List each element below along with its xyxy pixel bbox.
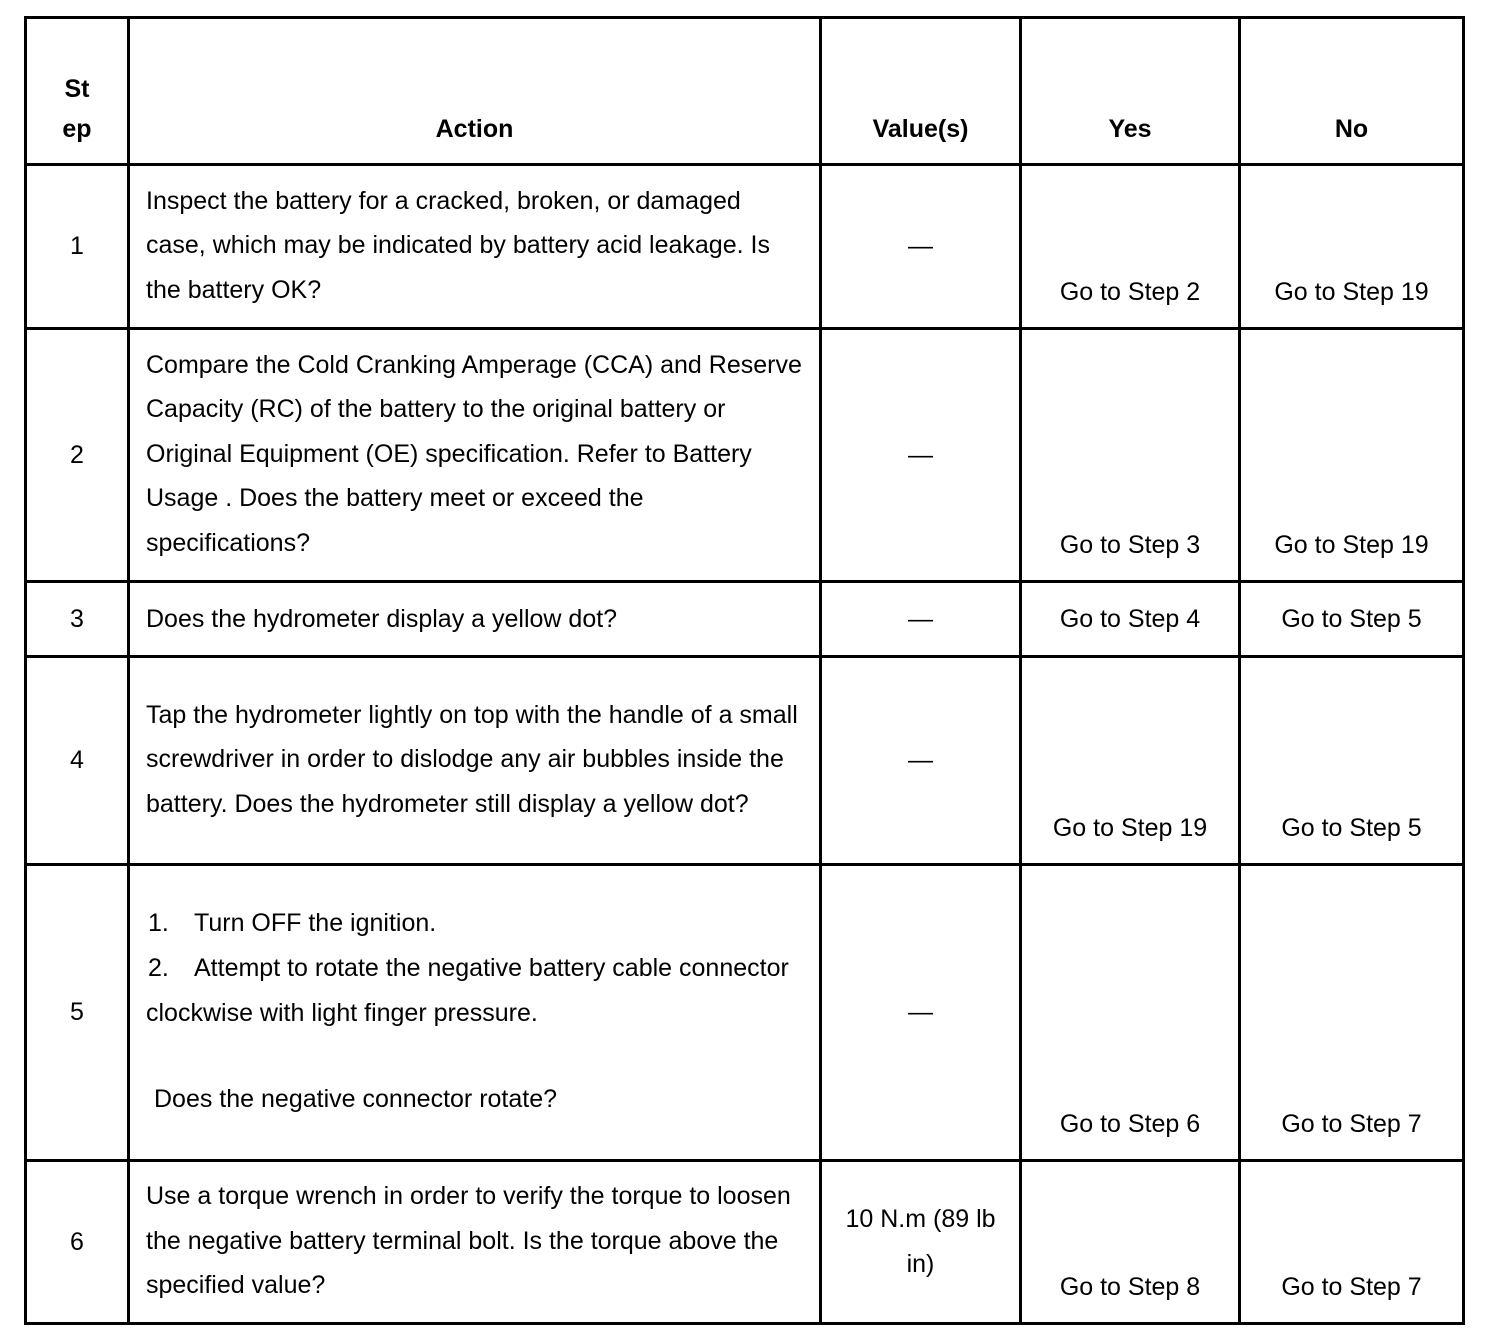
yes-result-text: Go to Step 19	[1052, 814, 1208, 843]
header-values: Value(s)	[821, 18, 1021, 165]
action-list-item	[146, 901, 803, 946]
value-text: —	[821, 657, 1021, 865]
no-result-text: Go to Step 19	[1274, 531, 1429, 560]
action-question: Does the negative connector rotate?	[154, 1085, 558, 1114]
table-row	[26, 582, 1464, 657]
header-step: St ep	[26, 18, 129, 165]
table-row	[26, 1161, 1464, 1324]
diagnostic-table	[24, 16, 1465, 1325]
value-text	[821, 1161, 1021, 1324]
no-result: Go to Step 5	[1240, 582, 1464, 657]
yes-result: Go to Step 4	[1021, 582, 1240, 657]
value-text: —	[821, 865, 1021, 1161]
yes-result: Go to Step 8	[1021, 1161, 1240, 1324]
action-text: Compare the Cold Cranking Amperage (CCA) and Reserve Capacity (RC) of the battery to the original battery or Original Equipment (OE) specification. Refer to Battery Usage . Does the battery meet or exceed the specifications?	[129, 329, 821, 582]
header-yes: Yes	[1021, 18, 1240, 165]
value-text: —	[821, 165, 1021, 329]
action-text: Tap the hydrometer lightly on top with the handle of a small screwdriver in order to dislodge any air bubbles inside the battery. Does the hydrometer still display a yellow dot?	[129, 657, 821, 865]
header-row	[26, 18, 1464, 165]
table-row	[26, 657, 1464, 865]
step-number: 4	[26, 657, 129, 865]
step-number: 1	[26, 165, 129, 329]
step-number: 5	[26, 865, 129, 1161]
header-no: No	[1240, 18, 1464, 165]
step-number: 2	[26, 329, 129, 582]
no-result: Go to Step 7	[1240, 1161, 1464, 1324]
list-number: 2.	[148, 953, 169, 982]
action-text: Use a torque wrench in order to verify the torque to loosen the negative battery terminal bolt. Is the torque above the specified value?	[129, 1161, 821, 1324]
table-row	[26, 865, 1464, 1161]
no-result: Go to Step 5	[1240, 657, 1464, 865]
value-text: —	[821, 582, 1021, 657]
value-text: —	[821, 329, 1021, 582]
no-result	[1240, 165, 1464, 329]
action-list	[129, 865, 821, 1161]
no-result: Go to Step 7	[1240, 865, 1464, 1161]
step-number: 6	[26, 1161, 129, 1324]
action-text: Does the hydrometer display a yellow dot?	[129, 582, 821, 657]
header-action: Action	[129, 18, 821, 165]
yes-result: Go to Step 6	[1021, 865, 1240, 1161]
yes-result: Go to Step 2	[1021, 165, 1240, 329]
list-text: Attempt to rotate the negative battery cable connector clockwise with light finger pressure.	[146, 953, 789, 1027]
yes-result: Go to Step 3	[1021, 329, 1240, 582]
action-text: Inspect the battery for a cracked, broken, or damaged case, which may be indicated by battery acid leakage. Is the battery OK?	[129, 165, 821, 329]
table-row	[26, 165, 1464, 329]
value-text-content: 10 N.m (89 lb in)	[845, 1205, 996, 1278]
list-number: 1.	[148, 909, 169, 938]
no-result	[1240, 329, 1464, 582]
no-result-text: Go to Step 19	[1274, 278, 1429, 307]
step-number: 3	[26, 582, 129, 657]
action-list-item	[146, 946, 803, 1035]
list-text: Turn OFF the ignition.	[194, 909, 437, 938]
yes-result	[1021, 657, 1240, 865]
table-row	[26, 329, 1464, 582]
